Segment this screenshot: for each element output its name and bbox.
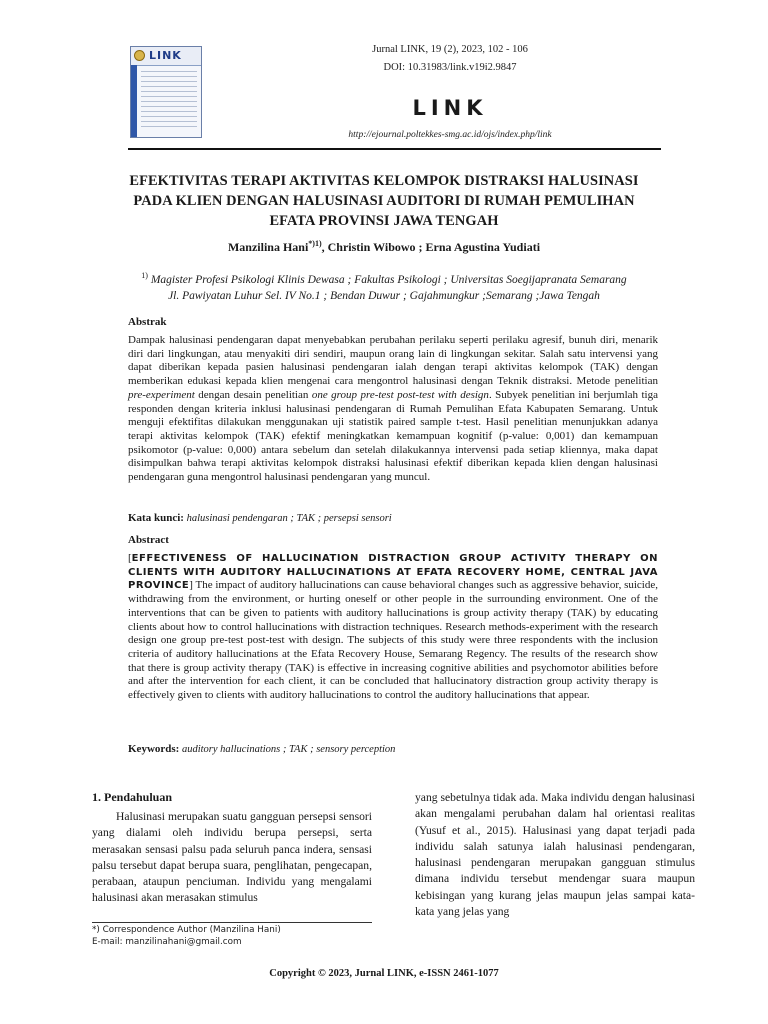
header-divider xyxy=(128,148,661,150)
abstrak-heading: Abstrak xyxy=(128,316,167,328)
journal-cover-thumbnail xyxy=(130,46,202,138)
affiliation-marker: 1) xyxy=(141,271,148,280)
cover-spine xyxy=(131,65,137,137)
section-heading-pendahuluan: 1. Pendahuluan xyxy=(92,790,173,804)
footnote-divider xyxy=(92,922,372,923)
journal-reference: Jurnal LINK, 19 (2), 2023, 102 - 106 xyxy=(372,44,528,55)
affiliation-line-1: Magister Profesi Psikologi Klinis Dewasa ; Fakultas Psikologi ; Universitas Soegijapranata Semarang xyxy=(147,273,627,286)
journal-logo-text: LINK xyxy=(412,96,488,120)
kata-kunci-text: halusinasi pendengaran ; TAK ; persepsi sensori xyxy=(183,513,392,524)
article-title: EFEKTIVITAS TERAPI AKTIVITAS KELOMPOK DISTRAKSI HALUSINASI PADA KLIEN DENGAN HALUSINASI AUDITORI DI RUMAH PEMULIHAN EFATA PROVINSI JAWA TENGAH xyxy=(129,173,639,229)
journal-url[interactable]: http://ejournal.poltekkes-smg.ac.id/ojs/index.php/link xyxy=(348,130,552,140)
footnote-correspondence: *) Correspondence Author (Manzilina Hani) xyxy=(92,925,281,935)
author-1: Manzilina Hani xyxy=(227,240,309,254)
other-authors: , Christin Wibowo ; Erna Agustina Yudiati xyxy=(321,240,541,254)
affiliation-line-2: Jl. Pawiyatan Luhur Sel. IV No.1 ; Bendan Duwur ; Gajahmungkur ;Semarang ;Jawa Tengah xyxy=(168,289,600,302)
cover-text-lines xyxy=(141,71,197,131)
abstrak-emph-2: one group pre-test post-test with design xyxy=(311,388,489,401)
body-paragraph-left: Halusinasi merupakan suatu gangguan persepsi sensori yang dialami oleh individu berupa persepsi, serta merasakan sensasi palsu pada seluruh panca indera, sensasi palsu tersebut dapat berupa suara, penglihatan, pengecapan, perabaan, ataupun penciuman. Individu yang mengalami halusinasi akan merasakan stimulus xyxy=(92,810,372,905)
abstrak-part-1: Dampak halusinasi pendengaran dapat menyebabkan perubahan perilaku seperti perilaku agresif, bunuh diri, menarik diri dari lingkungan, atau menyakiti diri sendiri, maupun orang lain di lingkungan sekitar. Salah satu intervensi yang dapat diberikan kepada pasien halusinasi pendengaran ialah dengan terapi aktivitas kelompok (TAK) dengan memberikan edukasi kepada klien mengenai cara mengontrol halusinasi dengan Teknik distraksi. Metode penelitian xyxy=(128,334,658,388)
abstract-text xyxy=(128,552,658,703)
cover-title: LINK xyxy=(149,49,182,62)
authors xyxy=(110,239,658,255)
copyright-footer: Copyright © 2023, Jurnal LINK, e-ISSN 2461-1077 xyxy=(269,968,499,979)
abstract-body: The impact of auditory hallucinations can cause behavioral changes such as aggressive behavior, suicide, withdrawing from the environment, or hurting oneself or other people in the surrounding environment. One of the interventions that can be given to patients with auditory hallucinations is group activity therapy (TAK) by educating clients about how to control hallucinations with distraction techniques. Research methods-experiment with the research design one group pre-test post-test with design. The subjects of this study were three respondents with the inclusion criteria of auditory hallucinations at the Efata Recovery House, Semarang Regency. The results of the research show that there is group activity therapy (TAK) is effective in increasing cognitive abilities and psychomotor abilities before and after the intervention for each client, it can be concluded that hallucinatory distraction group activity therapy is effectively given to clients with auditory hallucinations to control the auditory hallucinations that appear. xyxy=(128,579,658,702)
author-1-marker: *)1) xyxy=(308,239,322,248)
keywords xyxy=(128,743,658,755)
abstract-open-bracket: [ xyxy=(128,552,132,564)
body-paragraph-right: yang sebetulnya tidak ada. Maka individu dengan halusinasi akan mengalami perubahan dalam hal orientasi realitas (Yusuf et al., 2015). Halusinasi yang dapat terjadi pada individu salah satunya ialah halusinasi pendengaran, halusinasi pendengaran merupakan gangguan stimulus dimana individu tersebut mendengar suara maupun kebisingan yang kurang jelas maupun jelas sampai kata-kata yang jelas yang xyxy=(415,791,695,919)
doi[interactable]: DOI: 10.31983/link.v19i2.9847 xyxy=(383,62,517,73)
footnote-email[interactable]: E-mail: manzilinahani@gmail.com xyxy=(92,937,242,947)
abstract-heading: Abstract xyxy=(128,534,169,546)
affiliation xyxy=(110,268,658,304)
abstrak-emph-1: pre-experiment xyxy=(128,388,195,401)
abstrak-text xyxy=(128,334,658,485)
kata-kunci-label: Kata kunci: xyxy=(128,512,184,524)
abstract-close-bracket: ] xyxy=(189,579,193,592)
keywords-label: Keywords: xyxy=(128,743,180,755)
abstract-english-title: EFFECTIVENESS OF HALLUCINATION DISTRACTION GROUP ACTIVITY THERAPY ON CLIENTS WITH AUDITORY HALLUCINATIONS AT EFATA RECOVERY HOME, CENTRAL JAVA PROVINCE xyxy=(128,553,658,592)
kata-kunci xyxy=(128,512,658,524)
abstrak-part-3: . Subyek penelitian ini berjumlah tiga responden dengan kriteria inklusi halusinasi pendengaran di Rumah Pemulihan Efata Kabupaten Semarang. Untuk menguji efektifitas dilakukan menggunakan uji statistik paired sample t-test. Hasil penelitian menunjukkan adanya terapi aktivitas kelompok (TAK) efektif meningkatkan kemampuan kognitif (p-value: 0,001) dan kemampuan psikomotor (p-value: 0,000) antara sebelum dan setelah dilakukannya intervensi pada setiap kliennya, maka dapat disimpulkan bahwa terapi aktivitas kelompok distraksi halusinasi efektif diberikan kepada klien dengan halusinasi pendengaran guna mengontrol halusinasi pendengaran yang muncul. xyxy=(128,388,658,484)
body-column-right xyxy=(415,790,695,920)
keywords-text: auditory hallucinations ; TAK ; sensory perception xyxy=(179,744,396,755)
abstrak-part-2: dengan desain penelitian xyxy=(194,388,312,401)
cover-seal-icon xyxy=(134,50,145,61)
body-column-left xyxy=(92,809,372,907)
